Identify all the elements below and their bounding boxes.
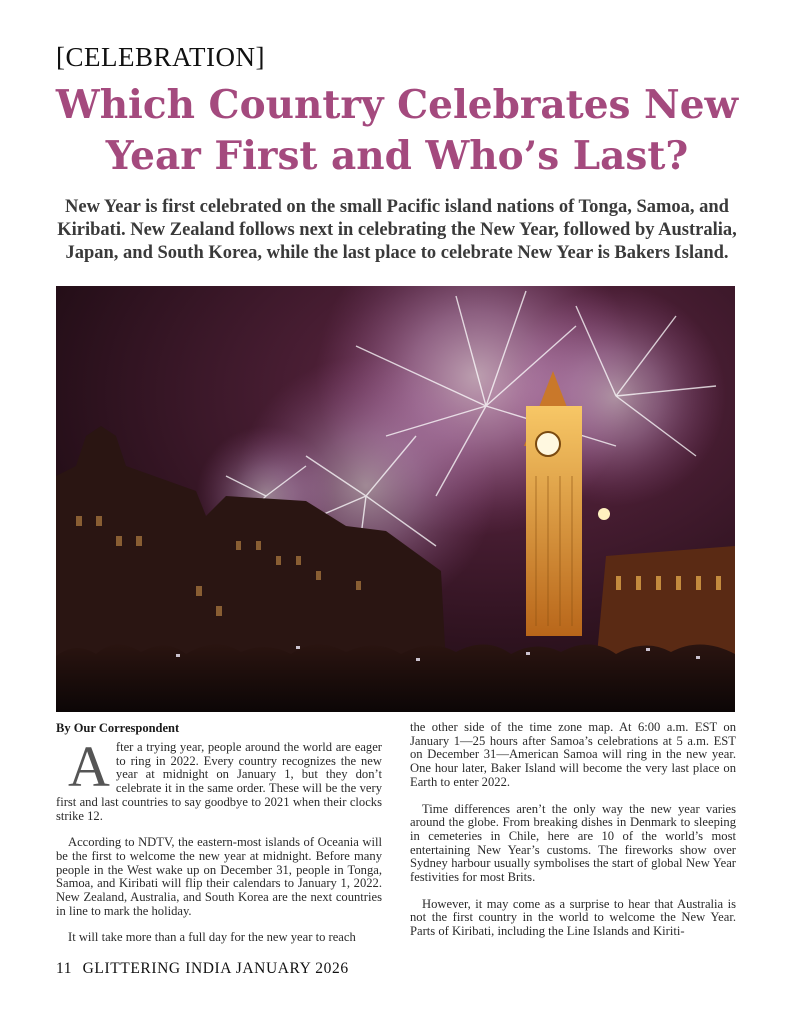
article-deck: New Year is first celebrated on the small Pacific island nations of Tonga, Samoa, and Kiribati. New Zealand follows next in celebrating the New Year, followed by Australia, Japan, and South Korea, while the last place to celebrate New Year is Bakers Island. [57, 197, 737, 263]
paragraph-3-start: It will take more than a full day for the new year to reach [68, 930, 356, 945]
publication-name: GLITTERING INDIA JANUARY 2026 [82, 960, 349, 977]
fireworks-photo [56, 286, 735, 712]
article-column-right [410, 721, 736, 952]
section-label: [CELEBRATION] [56, 42, 265, 72]
article-headline [40, 80, 754, 182]
paragraph-1-text: fter a trying year, people around the world are eager to ring in 2022. Every country recognizes the new year at midnight on January 1, but they don’t celebrate it in the same order. These will be the very first and last countries to say goodbye to 2021 when their clocks strike 12. [56, 740, 382, 823]
fireworks-illustration [56, 286, 735, 712]
article-column-left [56, 734, 382, 958]
paragraph-5: However, it may come as a surprise to hear that Australia is not the first country in the world to welcome the New Year. Parts of Kiribati, including the Line Islands and Kiriti- [410, 896, 736, 939]
page-footer [56, 960, 349, 978]
paragraph-1 [56, 734, 382, 823]
headline-line-2: Year First and Who’s Last? [105, 133, 689, 179]
page-number: 11 [56, 960, 73, 977]
paragraph-2: According to NDTV, the eastern-most islands of Oceania will be the first to welcome the new year at midnight. Before many people in the West wake up on December 31, people in Tonga, Samoa, and Kiribati will flip their calendars to January 1, 2022. New Zealand, Australia, and South Korea are the next countries in line to mark the holiday. [56, 835, 382, 918]
paragraph-4: Time differences aren’t the only way the new year varies around the globe. From breaking dishes in Denmark to sleeping in cemeteries in Chile, here are 10 of the world’s most entertaining New Year’s customs. The fireworks show over Sydney harbour usually symbolises the start of global New Year festivities for most Brits. [410, 801, 736, 885]
paragraph-3-continued: the other side of the time zone map. At 6:00 a.m. EST on January 1—25 hours after Samoa’s celebrations at 5 a.m. EST on December 31—American Samoa will ring in the new year. One hour later, Baker Island will become the very last place on Earth to enter 2022. [410, 720, 736, 789]
headline-line-1: Which Country Celebrates New [55, 82, 739, 128]
drop-cap: A [68, 734, 110, 799]
byline: By Our Correspondent [56, 721, 180, 735]
